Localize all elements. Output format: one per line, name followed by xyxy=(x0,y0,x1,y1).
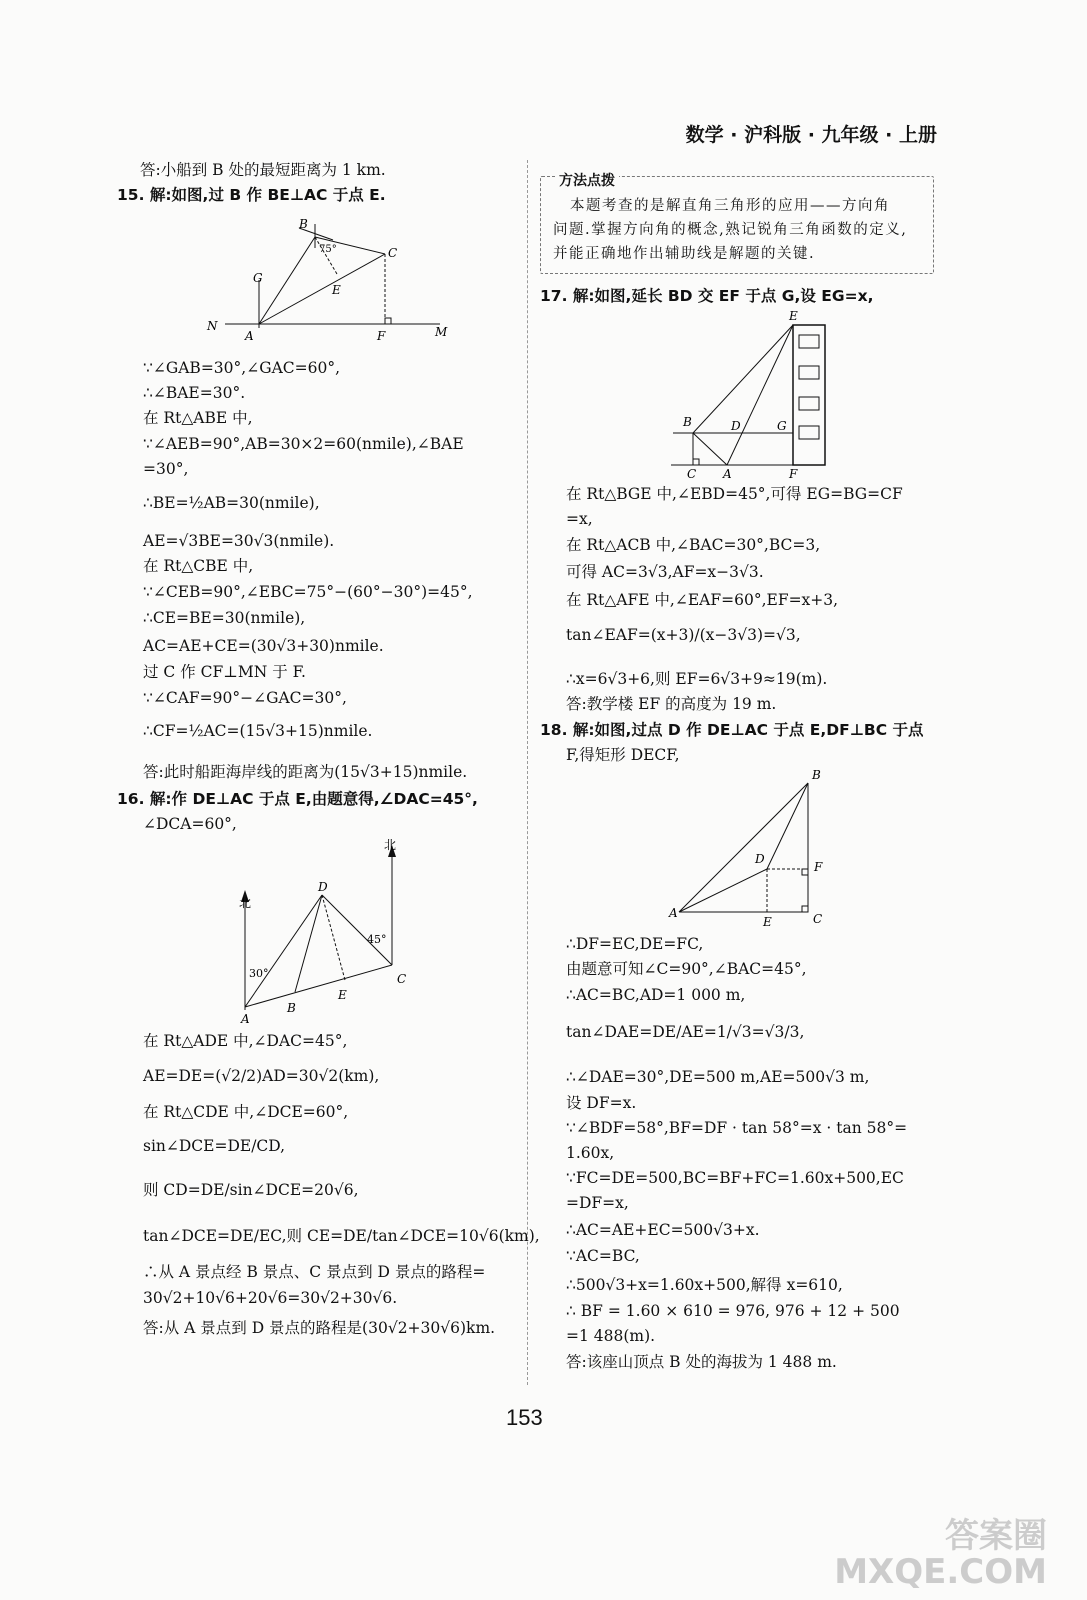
answer-16: 答:从 A 景点到 D 景点的路程是(30√2+30√6)km. xyxy=(143,1319,496,1337)
text-line: ∴AC=AE+EC=500√3+x. xyxy=(566,1221,760,1239)
text-line: ∴CE=BE=30(nmile), xyxy=(143,609,306,627)
fig17-label-d: D xyxy=(731,419,741,433)
text-line: 在 Rt△ADE 中,∠DAC=45°, xyxy=(143,1032,348,1050)
text-line: tan∠EAF=(x+3)/(x−3√3)=√3, xyxy=(566,626,801,644)
fig15-label-e: E xyxy=(332,283,341,297)
text-line: sin∠DCE=DE/CD, xyxy=(143,1137,286,1155)
fig17-label-f: F xyxy=(789,467,798,481)
text-line: ∴500√3+x=1.60x+500,解得 x=610, xyxy=(566,1276,843,1294)
text-line: 在 Rt△BGE 中,∠EBD=45°,可得 EG=BG=CF xyxy=(566,485,903,503)
answer-17: 答:教学楼 EF 的高度为 19 m. xyxy=(566,695,777,713)
text-line: =x, xyxy=(566,510,593,528)
fig15-angle: 75° xyxy=(319,244,337,255)
fig16-angle-c: 45° xyxy=(367,933,387,946)
fig15-label-n: N xyxy=(207,319,218,333)
answer-15: 答:此时船距海岸线的距离为(15√3+15)nmile. xyxy=(143,763,468,781)
text-line: tan∠DAE=DE/AE=1/√3=√3/3, xyxy=(566,1023,805,1041)
watermark-logo-text: 答案圈 xyxy=(945,1516,1047,1556)
text-line: ∵∠CEB=90°,∠EBC=75°−(60°−30°)=45°, xyxy=(143,583,473,601)
text-line: 则 CD=DE/sin∠DCE=20√6, xyxy=(143,1181,359,1199)
text-line: ∴DF=EC,DE=FC, xyxy=(566,935,704,953)
answer-18: 答:该座山顶点 B 处的海拔为 1 488 m. xyxy=(566,1353,837,1371)
text-line: ∠DCA=60°, xyxy=(143,815,237,833)
text-line: =DF=x, xyxy=(566,1194,629,1212)
text-line: ∵∠AEB=90°,AB=30×2=60(nmile),∠BAE xyxy=(143,435,464,453)
fig15-label-a: A xyxy=(245,329,254,343)
text-line: AE=DE=(√2/2)AD=30√2(km), xyxy=(143,1067,380,1085)
figure-18 xyxy=(665,765,835,930)
text-line: ∵∠GAB=30°,∠GAC=60°, xyxy=(143,359,341,377)
watermark-url: MXQE.COM xyxy=(834,1552,1047,1592)
fig15-label-m: M xyxy=(435,325,448,339)
fig16-north-left: 北 xyxy=(239,896,252,910)
q16-intro: 16. 解:作 DE⊥AC 于点 E,由题意得,∠DAC=45°, xyxy=(117,790,478,808)
fig15-label-g: G xyxy=(253,271,263,285)
text-line: ∴从 A 景点经 B 景点、C 景点到 D 景点的路程= xyxy=(143,1263,486,1281)
text-line: ∵FC=DE=500,BC=BF+FC=1.60x+500,EC xyxy=(566,1169,904,1187)
text-line: tan∠DCE=DE/EC,则 CE=DE/tan∠DCE=10√6(km), xyxy=(143,1227,540,1245)
fig16-label-b: B xyxy=(287,1001,296,1015)
text-line: ∵∠BDF=58°,BF=DF · tan 58°=x · tan 58°= xyxy=(566,1119,908,1137)
figure-17 xyxy=(665,308,835,483)
fig15-label-c: C xyxy=(388,246,398,260)
fig18-label-a: A xyxy=(669,906,678,920)
text-line: 在 Rt△CBE 中, xyxy=(143,557,254,575)
fig18-label-b: B xyxy=(812,768,821,782)
fig16-label-d: D xyxy=(318,880,328,894)
text-line: =1 488(m). xyxy=(566,1327,656,1345)
text-line: 由题意可知∠C=90°,∠BAC=45°, xyxy=(566,960,807,978)
text-line: 在 Rt△AFE 中,∠EAF=60°,EF=x+3, xyxy=(566,591,839,609)
text-line: AC=AE+CE=(30√3+30)nmile. xyxy=(143,637,384,655)
q15-intro: 15. 解:如图,过 B 作 BE⊥AC 于点 E. xyxy=(117,186,386,204)
page-header: 数学 · 沪科版 · 九年级 · 上册 xyxy=(685,124,937,146)
text-line: 在 Rt△CDE 中,∠DCE=60°, xyxy=(143,1103,349,1121)
text-line: ∴ BF = 1.60 × 610 = 976, 976 + 12 + 500 xyxy=(566,1302,900,1320)
fig18-label-e: E xyxy=(763,915,772,929)
text-line: F,得矩形 DECF, xyxy=(566,746,680,764)
text-line: ∴CF=½AC=(15√3+15)nmile. xyxy=(143,722,373,740)
fig15-label-b: B xyxy=(299,217,308,231)
fig16-label-c: C xyxy=(397,972,407,986)
text-line: =30°, xyxy=(143,460,189,478)
text-line: ∴AC=BC,AD=1 000 m, xyxy=(566,986,746,1004)
fig17-label-a: A xyxy=(723,467,732,481)
fig17-label-g: G xyxy=(777,419,787,433)
watermark xyxy=(834,1518,1047,1590)
q18-intro: 18. 解:如图,过点 D 作 DE⊥AC 于点 E,DF⊥BC 于点 xyxy=(540,721,924,739)
fig16-label-a: A xyxy=(241,1012,250,1025)
text-line: ∵∠CAF=90°−∠GAC=30°, xyxy=(143,689,347,707)
tip-line: 本题考查的是解直角三角形的应用——方向角 xyxy=(570,198,890,214)
column-divider xyxy=(527,160,528,1385)
text-line: 在 Rt△ABE 中, xyxy=(143,409,253,427)
q17-intro: 17. 解:如图,延长 BD 交 EF 于点 G,设 EG=x, xyxy=(540,287,874,305)
text-line: AE=√3BE=30√3(nmile). xyxy=(143,532,335,550)
fig16-north-right: 北 xyxy=(384,838,397,852)
text-line: 过 C 作 CF⊥MN 于 F. xyxy=(143,663,306,681)
fig16-angle-a: 30° xyxy=(249,967,269,980)
fig17-label-c: C xyxy=(687,467,697,481)
text-line: 在 Rt△ACB 中,∠BAC=30°,BC=3, xyxy=(566,536,821,554)
text-line: ∴∠DAE=30°,DE=500 m,AE=500√3 m, xyxy=(566,1068,870,1086)
text-line: 30√2+10√6+20√6=30√2+30√6. xyxy=(143,1289,398,1307)
text-line: 1.60x, xyxy=(566,1144,615,1162)
text-line: 设 DF=x. xyxy=(566,1094,637,1112)
fig16-label-e: E xyxy=(338,988,347,1002)
fig17-label-b: B xyxy=(683,415,692,429)
fig18-label-c: C xyxy=(813,912,823,926)
text-line: ∴BE=½AB=30(nmile), xyxy=(143,494,320,512)
text-line: ∴∠BAE=30°. xyxy=(143,384,246,402)
figure-16 xyxy=(225,835,425,1025)
page-number: 153 xyxy=(506,1405,543,1430)
text-line: ∵AC=BC, xyxy=(566,1247,640,1265)
method-tip-title: 方法点拨 xyxy=(555,170,619,190)
text-line: 可得 AC=3√3,AF=x−3√3. xyxy=(566,563,764,581)
tip-line: 并能正确地作出辅助线是解题的关键. xyxy=(553,246,816,262)
fig18-label-f: F xyxy=(814,860,823,874)
tip-line: 问题.掌握方向角的概念,熟记锐角三角函数的定义, xyxy=(553,222,908,238)
answer-14: 答:小船到 B 处的最短距离为 1 km. xyxy=(140,161,386,179)
figure-15 xyxy=(195,210,465,345)
fig17-label-e: E xyxy=(789,309,798,323)
text-line: ∴x=6√3+6,则 EF=6√3+9≈19(m). xyxy=(566,670,828,688)
fig15-label-f: F xyxy=(377,329,386,343)
fig18-label-d: D xyxy=(755,852,765,866)
